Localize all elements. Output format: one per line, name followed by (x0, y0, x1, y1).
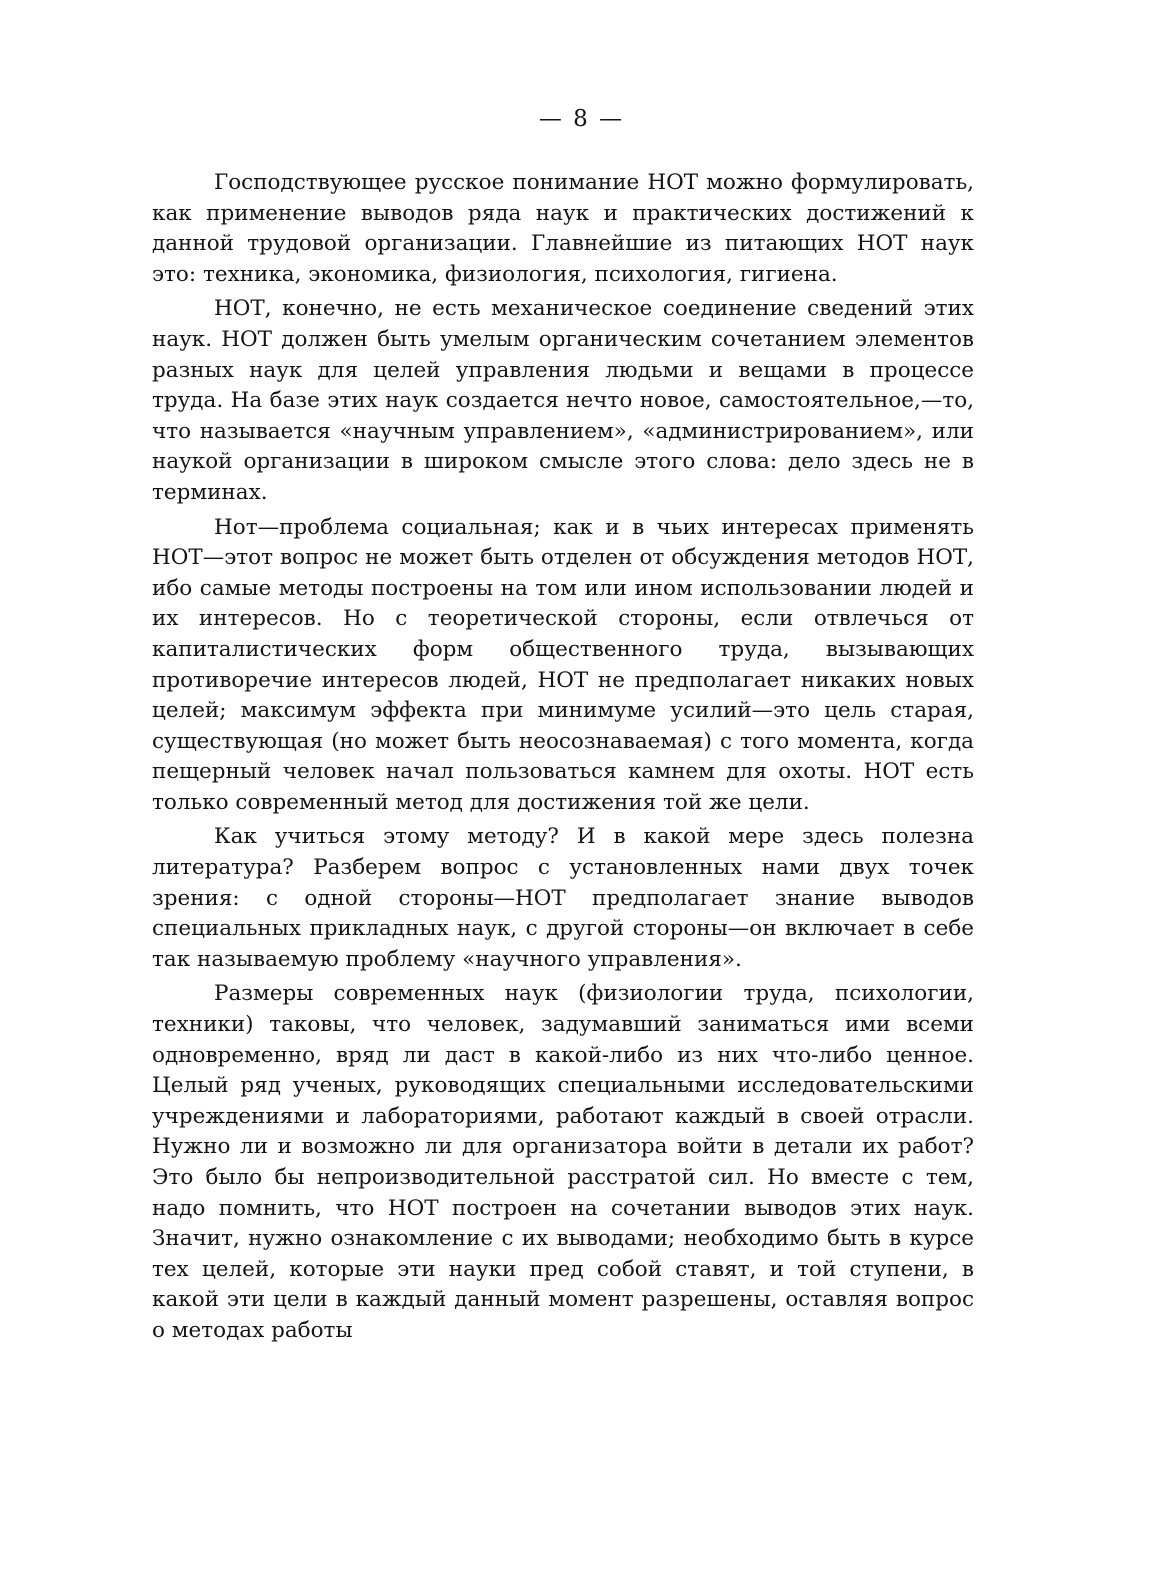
body-text (152, 168, 974, 1347)
paragraph-4: Как учиться этому методу? И в какой мере здесь полезна литература? Разберем вопрос с установленных нами двух точек зрения: с одной стороны—НОТ предполагает знание выводов специальных прикладных наук, с другой стороны—он включает в себе так называемую проблему «научного управления». (152, 824, 974, 972)
paragraph-2: НОТ, конечно, не есть механическое соединение сведений этих наук. НОТ должен быть умелым органическим сочетанием элементов разных наук для целей управления людьми и вещами в процессе труда. На базе этих наук создается нечто новое, самостоятельное,—то, что называется «научным управлением», «администрированием», или наукой организации в широком смысле этого слова: дело здесь не в терминах. (152, 296, 974, 505)
paragraph-5: Размеры современных наук (физиологии труда, психологии, техники) таковы, что человек, задумавший заниматься ими всеми одновременно, вряд ли даст в какой-либо из них что-либо ценное. Целый ряд ученых, руководящих специальными исследовательскими учреждениями и лабораториями, работают каждый в своей отрасли. Нужно ли и возможно ли для организатора войти в детали их работ? Это было бы непроизводительной расстратой сил. Но вместе с тем, надо помнить, что НОТ построен на сочетании выводов этих наук. Значит, нужно ознакомление с их выводами; необходимо быть в курсе тех целей, которые эти науки пред собой ставят, и той ступени, в какой эти цели в каждый данный момент разрешены, оставляя вопрос о методах работы (152, 981, 974, 1343)
page-number: — 8 — (538, 106, 625, 132)
paragraph-3: Нот—проблема социальная; как и в чьих интересах применять НОТ—этот вопрос не может быть отделен от обсуждения методов НОТ, ибо самые методы построены на том или ином использовании людей и их интересов. Но с теоретической стороны, если отвлечься от капиталистических форм общественного труда, вызывающих противоречие интересов людей, НОТ не предполагает никаких новых целей; максимум эффекта при минимуме усилий—это цель старая, существующая (но может быть неосознаваемая) с того момента, когда пещерный человек начал пользоваться камнем для охоты. НОТ есть только современный метод для достижения той же цели. (152, 514, 974, 815)
paragraph-1: Господствующее русское понимание НОТ можно формулировать, как применение выводов ряда наук и практических достижений к данной трудовой организации. Главнейшие из питающих НОТ наук это: техника, экономика, физиология, психология, гигиена. (152, 170, 974, 287)
